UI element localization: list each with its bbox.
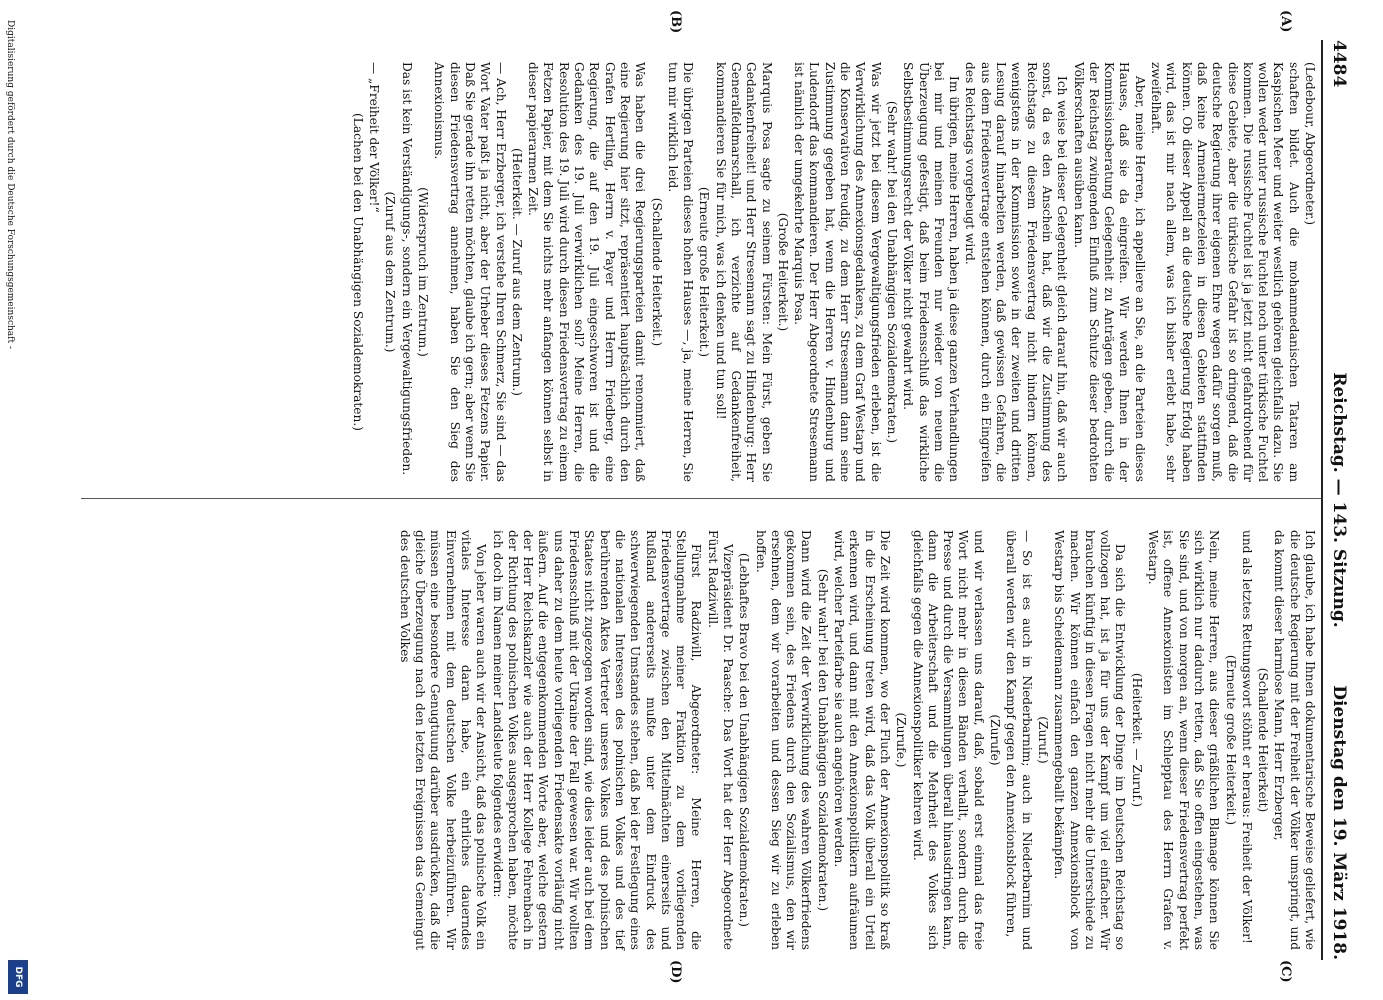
paragraph: (Erneute große Heiterkeit.) (1223, 654, 1238, 826)
paragraph: (Erneute große Heiterkeit.) (697, 186, 712, 358)
paragraph: Vizepräsident Dr. Paasche: Das Wort hat der Herr Abgeordnete Fürst Radziwill. (705, 530, 736, 950)
paragraph: Im übrigen, meine Herren, haben ja diese ganzen Verhandlungen bei mir und meinen Freunden nur wieder von neuem die Überzeugung gefestigt, daß beim Friedensschluß das wirkliche Selbstbestimmungsrecht der Völker nicht gewahrt wird. (901, 62, 962, 482)
dfg-logo: DFG (8, 960, 28, 994)
paragraph: (Sehr wahr! bei den Unabhängigen Sozialdemokraten.) (884, 100, 899, 444)
page-number: 4484 (1329, 40, 1349, 88)
paragraph: Fürst Radziwill, Abgeordneter: Meine Herren, die Stellungnahme meiner Fraktion zu dem vorliegenden Friedensvertrage zwischen den Mittelmächten einerseits und Rußland andererseits mußte unter dem Eindruck des schwerwiegenden Umstandes stehen, daß bei der Festlegung eines die nationalen Interessen des polnischen Volkes und des tief berührenden Aktes Vertreter unseres Volkes und des polnischen Staates nicht zugezogen worden sind, wie dies leider auch bei dem Friedensschluß mit der Ukraine der Fall gewesen war. Wir wollten uns daher zu dem heute vorliegenden Friedensakte vorläufig nicht äußern. Auf die entgegenkommenden Worte aber, welche gestern der Herr Reichskanzler wie auch der Herr Kollege Fehrenbach in der Richtung des polnischen Volkes ausgesprochen haben, möchte ich doch im Namen meiner Landsleute folgendes erwidern: (490, 530, 704, 950)
session-title: Reichstag. — 143. Sitzung. (1329, 372, 1349, 628)
paragraph: (Schallende Heiterkeit) (1256, 667, 1271, 813)
column-divider (81, 498, 1321, 499)
paragraph: Dann wird die Zeit der Verwirklichung des wahren Völkerfriedens gekommen sein, des Friedens durch den Sozialismus, den wir ersehnen, dem wir vorarbeiten und dessen Sieg wir zu erleben hoffen. (753, 530, 814, 950)
header-rule (1321, 40, 1323, 960)
paragraph: Da sich die Entwicklung der Dinge im Deutschen Reichstag so vollzogen hat, ist ja für uns der Kampf um viel einfacher. Wir brauchen künftig in diesen Fragen nicht mehr die Unterschiede zu machen. Wir können einfach den ganzen Annexionsblock von Westarp bis Scheidemann zusammengeballt bekämpfen. (1052, 530, 1128, 950)
session-date: Dienstag den 19. März 1918. (1329, 685, 1349, 960)
paragraph: (Widerspruch im Zentrum.) (416, 187, 431, 357)
paragraph: Was haben die drei Regierungsparteien damit renommiert, daß eine Regierung hier sitzt, repräsentiert hauptsächlich durch den Grafen Hertling, Herrn v. Payer und Herrn Friedberg, eine Regierung, die auf den 19. Juli eingeschworen ist und die Gedanken des 19. Juli verwirklichen soll? Meine Herren, die Resolution des 19. Juli wird durch diesen Friedensvertrag zu einem Fetzen Papier, mit dem Sie nichts mehr anfangen können selbst in dieser papierarmen Zeit. (526, 62, 648, 482)
paragraph: (Zuruf.) (1035, 716, 1050, 764)
paragraph: Aber, meine Herren, ich appelliere an Sie, an die Parteien dieses Hauses, daß sie da eingreifen. Wir werden Ihnen in der Kommissionsberatung Gelegenheit zu Anträgen geben, durch die der Reichstag zwingenden Einfluß zum Schutze dieser bedrohten Völkerschaften ausüben kann. (1071, 62, 1147, 482)
paragraph: (Lachen bei den Unabhängigen Sozialdemokraten.) (350, 113, 365, 431)
paragraph: und wir verlassen uns darauf, daß, sobald erst einmal das freie Wort nicht mehr in diesen Bänden verhallt, sondern durch die Presse und durch die Versammlungen überall hinausdringen kann, dann die Arbeiterschaft und die Mehrheit des Volkes sich gleichfalls gegen die Annexionspolitiker kehren wird. (910, 530, 986, 950)
paragraph: (Ledebour, Abgeordneter.) (1303, 62, 1317, 226)
margin-marker-b: (B) (668, 10, 683, 34)
paragraph: Ich weise bei dieser Gelegenheit gleich darauf hin, daß wir auch sonst, da es den Anschein hat, daß wir die Zustimmung des Reichstags zu diesem Friedensvertrag nicht hindern können, wenigstens in der Kommission sowie in der zweiten und dritten Lesung darauf hinarbeiten werden, daß gewissen Gefahren, die aus dem Friedensvertrage entstehen können, durch ein Eingreifen des Reichstags vorgebeugt wird. (963, 62, 1070, 482)
paragraph: (Sehr wahr! bei den Unabhängigen Sozialdemokraten.) (815, 568, 830, 912)
page-header (1323, 40, 1363, 960)
paragraph: Ich glaube, ich habe Ihnen dokumentarische Beweise geliefert, wie die deutsche Regierung mit der Freiheit der Völker umspringt, und da kommt dieser harmlose Mann, Herr Erzberger, (1272, 530, 1317, 950)
paragraph: — So ist es auch in Niederbarnim; auch in Niederbarnim und überall werden wir den Kampf gegen den Annexionsblock führen, (1004, 530, 1034, 950)
paragraph: (Zurufe) (988, 714, 1003, 766)
paragraph: (Heiterkeit. — Zuruf aus dem Zentrum.) (509, 148, 524, 396)
paragraph: Marquis Posa sagte zu seinem Fürsten: Mein Fürst, geben Sie Gedankenfreiheit! und Herr Stresemann sagt zu Hindenburg: Herr Generalfeldmarschall, ich verzichte auf Gedankenfreiheit, kommandieren Sie für mich, was ich denken und tun soll! (713, 62, 774, 482)
paragraph: — Ach, Herr Erzberger, ich verstehe Ihren Schmerz, Sie sind — das Wort Vater paßt ja nicht, aber der Urheber dieses Fetzens Papier. Daß Sie gerade ihn retten möchten, glaube ich gern; aber wenn Sie diesen Friedensvertrag annehmen, haben Sie den Sieg des Annexionismus. (432, 62, 508, 482)
paragraph: (Zuruf aus dem Zentrum.) (383, 191, 398, 353)
paragraph: — „Freiheit der Völker!“ (367, 62, 382, 213)
paragraph: (Lebhaftes Bravo bei den Unabhängigen Sozialdemokraten.) (737, 552, 752, 928)
margin-marker-c: (C) (1278, 960, 1293, 983)
digitization-note: Digitalisierung gefördert durch die Deutsche Forschungsgemeinschaft - (5, 20, 15, 349)
paragraph: (Schallende Heiterkeit.) (649, 197, 664, 347)
paragraph: Das ist kein Verständigungs-, sondern ein Vergewaltigungsfrieden. (399, 62, 414, 476)
paragraph: Von jeher waren auch wir der Ansicht, daß das polnische Volk ein vitales Interesse daran habe, ein ehrliches dauerndes Einvernehmen mit dem deutschen Volke herbeizuführen. Wir müssen eine besondere Genugtuung darüber ausdrücken, daß die gleiche Überzeugung nach den letzten Ereignissen das Gemeingut des deutschen Volkes (397, 530, 489, 950)
paragraph: (Zurufe.) (894, 712, 909, 768)
paragraph: schaften bildet. Auch die mohammedanischen Tataren am Kaspischen Meer und weiter westlich gehören gleichfalls dazu. Sie wollen weder unter russische Fuchtel noch unter türkische Fuchtel kommen. Die russische Fuchtel ist ja jetzt nicht gefahrdrohend für diese Gebiete, aber die türkische Gefahr ist so dringend, daß die deutsche Regierung ihrer eigenen Ehre wegen dafür sorgen muß, daß keine Armeniermetzeleien in diesen Gebieten stattfinden können. Ob dieser Appell an die deutsche Regierung Erfolg haben wird, das ist mir nach allem, was ich bisher erlebt habe, sehr zweifelhaft. (1149, 62, 1301, 482)
paragraph: (Große Heiterkeit.) (775, 212, 790, 332)
margin-marker-d: (D) (668, 960, 683, 984)
paragraph: Was wir jetzt bei diesem Vergewaltigungsfrieden erleben, ist die Verwirklichung des Annexionsgedankens, zu dem Graf Westarp und die Konservativen freudig, zu dem Herr Stresemann dann seine Zustimmung gegeben hat, wenn die Herren v. Hindenburg und Ludendorff das kommandieren. Der Herr Abgeordnete Stresemann ist nämlich der umgekehrte Marquis Posa. (792, 62, 883, 482)
left-column (349, 62, 1317, 482)
paragraph: (Heiterkeit. — Zuruf.) (1129, 672, 1144, 808)
paragraph: Die übrigen Parteien dieses hohen Hauses —, ja, meine Herren, Sie tun mir wirklich leid. (665, 62, 696, 482)
paragraph: Nein, meine Herren, aus dieser gräßlichen Blamage können Sie sich wirklich nur dadurch retten, daß Sie offen eingestehen, was Sie sind, und von morgen an, wenn dieser Friedensvertrag perfekt ist, offene Annexionisten im Schlepptau des Herrn Grafen v. Westarp. (1146, 530, 1222, 950)
paragraph: Die Zeit wird kommen, wo der Fluch der Annexionspolitik so kraß in die Erscheinung treten wird, daß das Volk überall ein Urteil erkennen wird, und dann mit den Annexionspolitikern aufräumen wird, welcher Parteifarbe sie auch angehören werden. (832, 530, 892, 950)
right-column (395, 530, 1317, 950)
paragraph: und als letztes Rettungswort stöhnt er heraus: Freiheit der Völker! (1239, 530, 1254, 944)
margin-marker-a: (A) (1278, 10, 1293, 33)
